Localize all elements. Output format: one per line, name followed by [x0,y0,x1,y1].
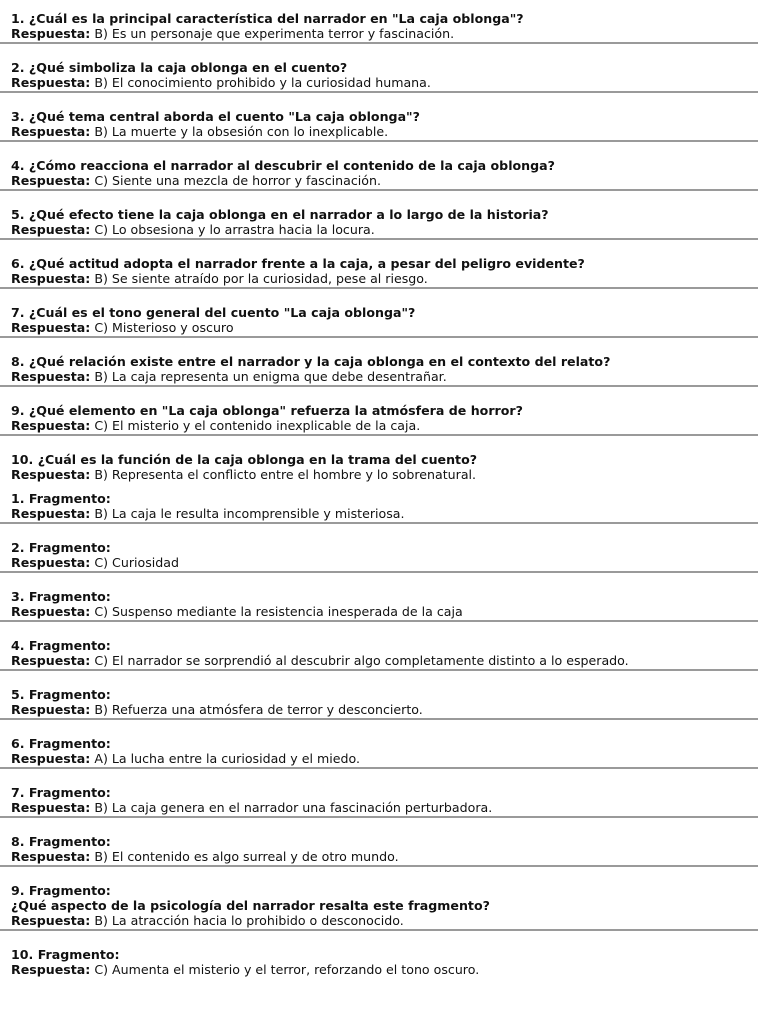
fragment-title: 8. Fragmento: [11,834,111,849]
answer-label: Respuesta: [11,506,91,521]
answer-text: C) Aumenta el misterio y el terror, reforzando el tono oscuro. [94,962,480,977]
answer-text: B) La caja representa un enigma que debe desentrañar. [94,369,447,384]
fragment-title: 3. Fragmento: [11,589,111,604]
answer-label: Respuesta: [11,702,91,717]
answer-text: C) Curiosidad [94,555,179,570]
fragment-block [11,589,757,622]
question-text: 7. ¿Cuál es el tono general del cuento "La caja oblonga"? [11,305,416,320]
question-block [11,354,757,387]
block-gap [11,387,757,403]
answer-text: C) El misterio y el contenido inexplicable de la caja. [94,418,421,433]
answer-text: C) Siente una mezcla de horror y fascinación. [94,173,381,188]
question-text: 2. ¿Qué simboliza la caja oblonga en el cuento? [11,60,348,75]
answer-line [11,418,757,433]
answer-line [11,962,757,977]
question-block [11,158,757,191]
question-block [11,256,757,289]
answer-label: Respuesta: [11,913,91,928]
fragments-section [11,491,757,977]
block-gap [11,240,757,256]
answer-line [11,800,757,815]
question-block [11,305,757,338]
answer-text: B) El conocimiento prohibido y la curiosidad humana. [94,75,431,90]
answer-text: B) Se siente atraído por la curiosidad, pese al riesgo. [94,271,428,286]
fragment-block [11,687,757,720]
answer-text: C) Suspenso mediante la resistencia inesperada de la caja [94,604,463,619]
answer-line [11,320,757,335]
answer-label: Respuesta: [11,849,91,864]
question-text: 1. ¿Cuál es la principal característica del narrador en "La caja oblonga"? [11,11,524,26]
answer-line [11,653,757,668]
section-gap [11,482,757,491]
block-gap [11,671,757,687]
block-gap [11,720,757,736]
fragment-title: 9. Fragmento: [11,883,111,898]
answer-line [11,604,757,619]
questions-section [11,11,757,482]
block-gap [11,867,757,883]
fragment-block [11,540,757,573]
fragment-title: 5. Fragmento: [11,687,111,702]
block-gap [11,769,757,785]
answer-label: Respuesta: [11,653,91,668]
fragment-block [11,947,757,977]
block-gap [11,44,757,60]
answer-line [11,849,757,864]
answer-label: Respuesta: [11,222,91,237]
answer-line [11,913,757,928]
answer-text: C) Misterioso y oscuro [94,320,234,335]
block-gap [11,573,757,589]
answer-label: Respuesta: [11,467,91,482]
answer-text: B) La muerte y la obsesión con lo inexplicable. [94,124,389,139]
answer-text: B) La atracción hacia lo prohibido o desconocido. [94,913,404,928]
answer-text: B) Refuerza una atmósfera de terror y desconcierto. [94,702,423,717]
answer-label: Respuesta: [11,800,91,815]
question-text: 3. ¿Qué tema central aborda el cuento "La caja oblonga"? [11,109,420,124]
answer-line [11,75,757,90]
answer-line [11,222,757,237]
answer-line [11,173,757,188]
answer-label: Respuesta: [11,320,91,335]
answer-line [11,369,757,384]
block-gap [11,436,757,452]
answer-line [11,271,757,286]
answer-line [11,467,757,482]
answer-line [11,555,757,570]
fragment-title: 7. Fragmento: [11,785,111,800]
answer-label: Respuesta: [11,751,91,766]
fragment-title: 2. Fragmento: [11,540,111,555]
question-text: 9. ¿Qué elemento en "La caja oblonga" refuerza la atmósfera de horror? [11,403,523,418]
answer-line [11,751,757,766]
question-text: 5. ¿Qué efecto tiene la caja oblonga en el narrador a lo largo de la historia? [11,207,549,222]
answer-line [11,124,757,139]
question-block [11,60,757,93]
question-block [11,403,757,436]
fragment-block [11,638,757,671]
question-block [11,452,757,482]
answer-text: C) El narrador se sorprendió al descubrir algo completamente distinto a lo esperado. [94,653,629,668]
answer-label: Respuesta: [11,369,91,384]
block-gap [11,289,757,305]
fragment-title: 4. Fragmento: [11,638,111,653]
answer-label: Respuesta: [11,962,91,977]
answer-label: Respuesta: [11,124,91,139]
answer-label: Respuesta: [11,555,91,570]
answer-text: B) Representa el conflicto entre el hombre y lo sobrenatural. [94,467,477,482]
fragment-title: 1. Fragmento: [11,491,111,506]
question-block [11,207,757,240]
answer-text: A) La lucha entre la curiosidad y el miedo. [94,751,361,766]
answer-label: Respuesta: [11,271,91,286]
block-gap [11,524,757,540]
answer-line [11,506,757,521]
fragment-block [11,883,757,931]
fragment-title: 10. Fragmento: [11,947,120,962]
block-gap [11,338,757,354]
answer-text: C) Lo obsesiona y lo arrastra hacia la locura. [94,222,375,237]
question-text: 8. ¿Qué relación existe entre el narrador y la caja oblonga en el contexto del relato? [11,354,611,369]
question-block [11,109,757,142]
block-gap [11,931,757,947]
answer-line [11,26,757,41]
answer-label: Respuesta: [11,604,91,619]
answer-label: Respuesta: [11,75,91,90]
answer-line [11,702,757,717]
block-gap [11,622,757,638]
question-text: 4. ¿Cómo reacciona el narrador al descubrir el contenido de la caja oblonga? [11,158,555,173]
answer-text: B) La caja genera en el narrador una fascinación perturbadora. [94,800,493,815]
fragment-block [11,834,757,867]
answer-label: Respuesta: [11,173,91,188]
fragment-question: ¿Qué aspecto de la psicología del narrador resalta este fragmento? [11,898,490,913]
block-gap [11,93,757,109]
block-gap [11,818,757,834]
answer-text: B) La caja le resulta incomprensible y misteriosa. [94,506,405,521]
question-block [11,11,757,44]
fragment-title: 6. Fragmento: [11,736,111,751]
fragment-block [11,491,757,524]
answer-text: B) Es un personaje que experimenta terror y fascinación. [94,26,455,41]
block-gap [11,191,757,207]
answer-label: Respuesta: [11,26,91,41]
block-gap [11,142,757,158]
fragment-block [11,736,757,769]
fragment-block [11,785,757,818]
answer-text: B) El contenido es algo surreal y de otro mundo. [94,849,399,864]
question-text: 10. ¿Cuál es la función de la caja oblonga en la trama del cuento? [11,452,478,467]
question-text: 6. ¿Qué actitud adopta el narrador frente a la caja, a pesar del peligro evidente? [11,256,585,271]
answer-label: Respuesta: [11,418,91,433]
